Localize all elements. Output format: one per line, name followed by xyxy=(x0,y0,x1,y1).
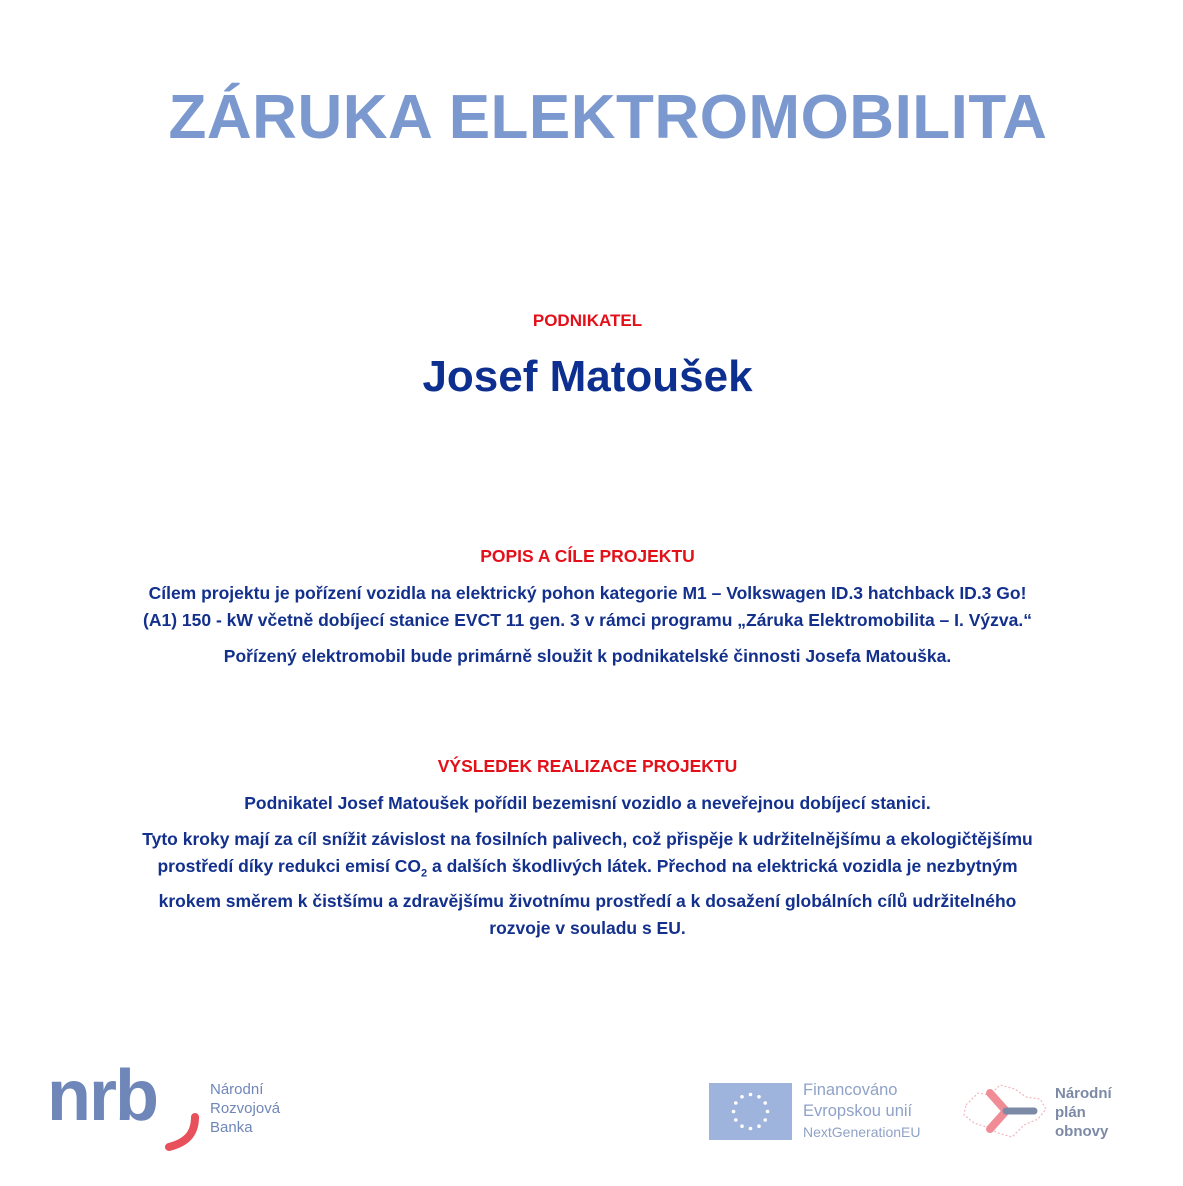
nrb-logo xyxy=(47,1056,307,1158)
co2-subscript: 2 xyxy=(421,867,428,880)
eu-flag-icon xyxy=(709,1083,792,1140)
npo-logo-text xyxy=(1055,1084,1112,1141)
eu-star-icon xyxy=(732,1110,736,1114)
eu-star-icon xyxy=(757,1095,761,1099)
eu-star-icon xyxy=(734,1118,738,1122)
entrepreneur-name: Josef Matoušek xyxy=(422,352,753,401)
npo-text-line: Národní xyxy=(1055,1085,1112,1102)
entrepreneur-role: PODNIKATEL xyxy=(532,311,643,330)
nrb-text-line: Národní xyxy=(210,1081,264,1098)
eu-star-icon xyxy=(766,1110,770,1114)
nrb-logo-text xyxy=(210,1080,280,1137)
nrb-logo-mark: nrb xyxy=(47,1056,157,1136)
project-result-paragraph xyxy=(138,826,1038,942)
project-goals-paragraph: Pořízený elektromobil bude primárně sloužit k podnikatelské činnosti Josefa Matouška. xyxy=(223,646,952,666)
eu-star-icon xyxy=(734,1101,738,1105)
eu-star-icon xyxy=(740,1124,744,1128)
project-goals-heading: POPIS A CÍLE PROJEKTU xyxy=(480,546,695,566)
result-text-part: Tyto kroky mají za cíl snížit závislost na fosilních palivech, což přispěje k udržitelnějšímu a ekologičtějšímu prostředí díky redukci emisí CO xyxy=(142,829,1033,876)
project-result-section xyxy=(0,753,1175,951)
eu-funding-text xyxy=(803,1080,921,1143)
eu-star-icon xyxy=(757,1124,761,1128)
eu-star-icon xyxy=(763,1118,767,1122)
project-goals-paragraph: Cílem projektu je pořízení vozidla na elektrický pohon kategorie M1 – Volkswagen ID.3 hatchback ID.3 Go! (A1) 150 - kW včetně dobíjecí stanice EVCT 11 gen. 3 v rámci programu „Záruka Elektromobilita – I. Výzva.“ xyxy=(143,583,1032,630)
eu-text-line: Financováno xyxy=(803,1081,898,1099)
project-goals-section xyxy=(0,543,1175,679)
project-result-heading: VÝSLEDEK REALIZACE PROJEKTU xyxy=(437,756,738,776)
npo-text-line: plán xyxy=(1055,1104,1086,1121)
eu-star-icon xyxy=(749,1127,753,1131)
nrb-text-line: Banka xyxy=(210,1119,253,1136)
result-text-part: a dalších škodlivých látek. Přechod na elektrická vozidla je nezbytným krokem směrem k čistšímu a zdravějšímu životnímu prostředí a k dosažení globálních cílů udržitelného rozvoje v souladu s EU. xyxy=(158,856,1018,938)
eu-funding-logo xyxy=(709,1083,949,1141)
nrb-swoosh-icon xyxy=(165,1113,205,1153)
npo-text-line: obnovy xyxy=(1055,1123,1109,1140)
czech-map-arrow-icon xyxy=(960,1075,1050,1147)
eu-star-icon xyxy=(740,1095,744,1099)
eu-star-icon xyxy=(749,1093,753,1097)
page-title: ZÁRUKA ELEKTROMOBILITA xyxy=(168,83,1048,152)
eu-text-line: NextGenerationEU xyxy=(803,1124,921,1140)
nrb-text-line: Rozvojová xyxy=(210,1100,281,1117)
eu-star-icon xyxy=(763,1101,767,1105)
eu-text-line: Evropskou unií xyxy=(803,1102,913,1120)
npo-logo xyxy=(960,1075,1160,1150)
project-result-paragraph: Podnikatel Josef Matoušek pořídil bezemisní vozidlo a neveřejnou dobíjecí stanici. xyxy=(244,793,931,813)
